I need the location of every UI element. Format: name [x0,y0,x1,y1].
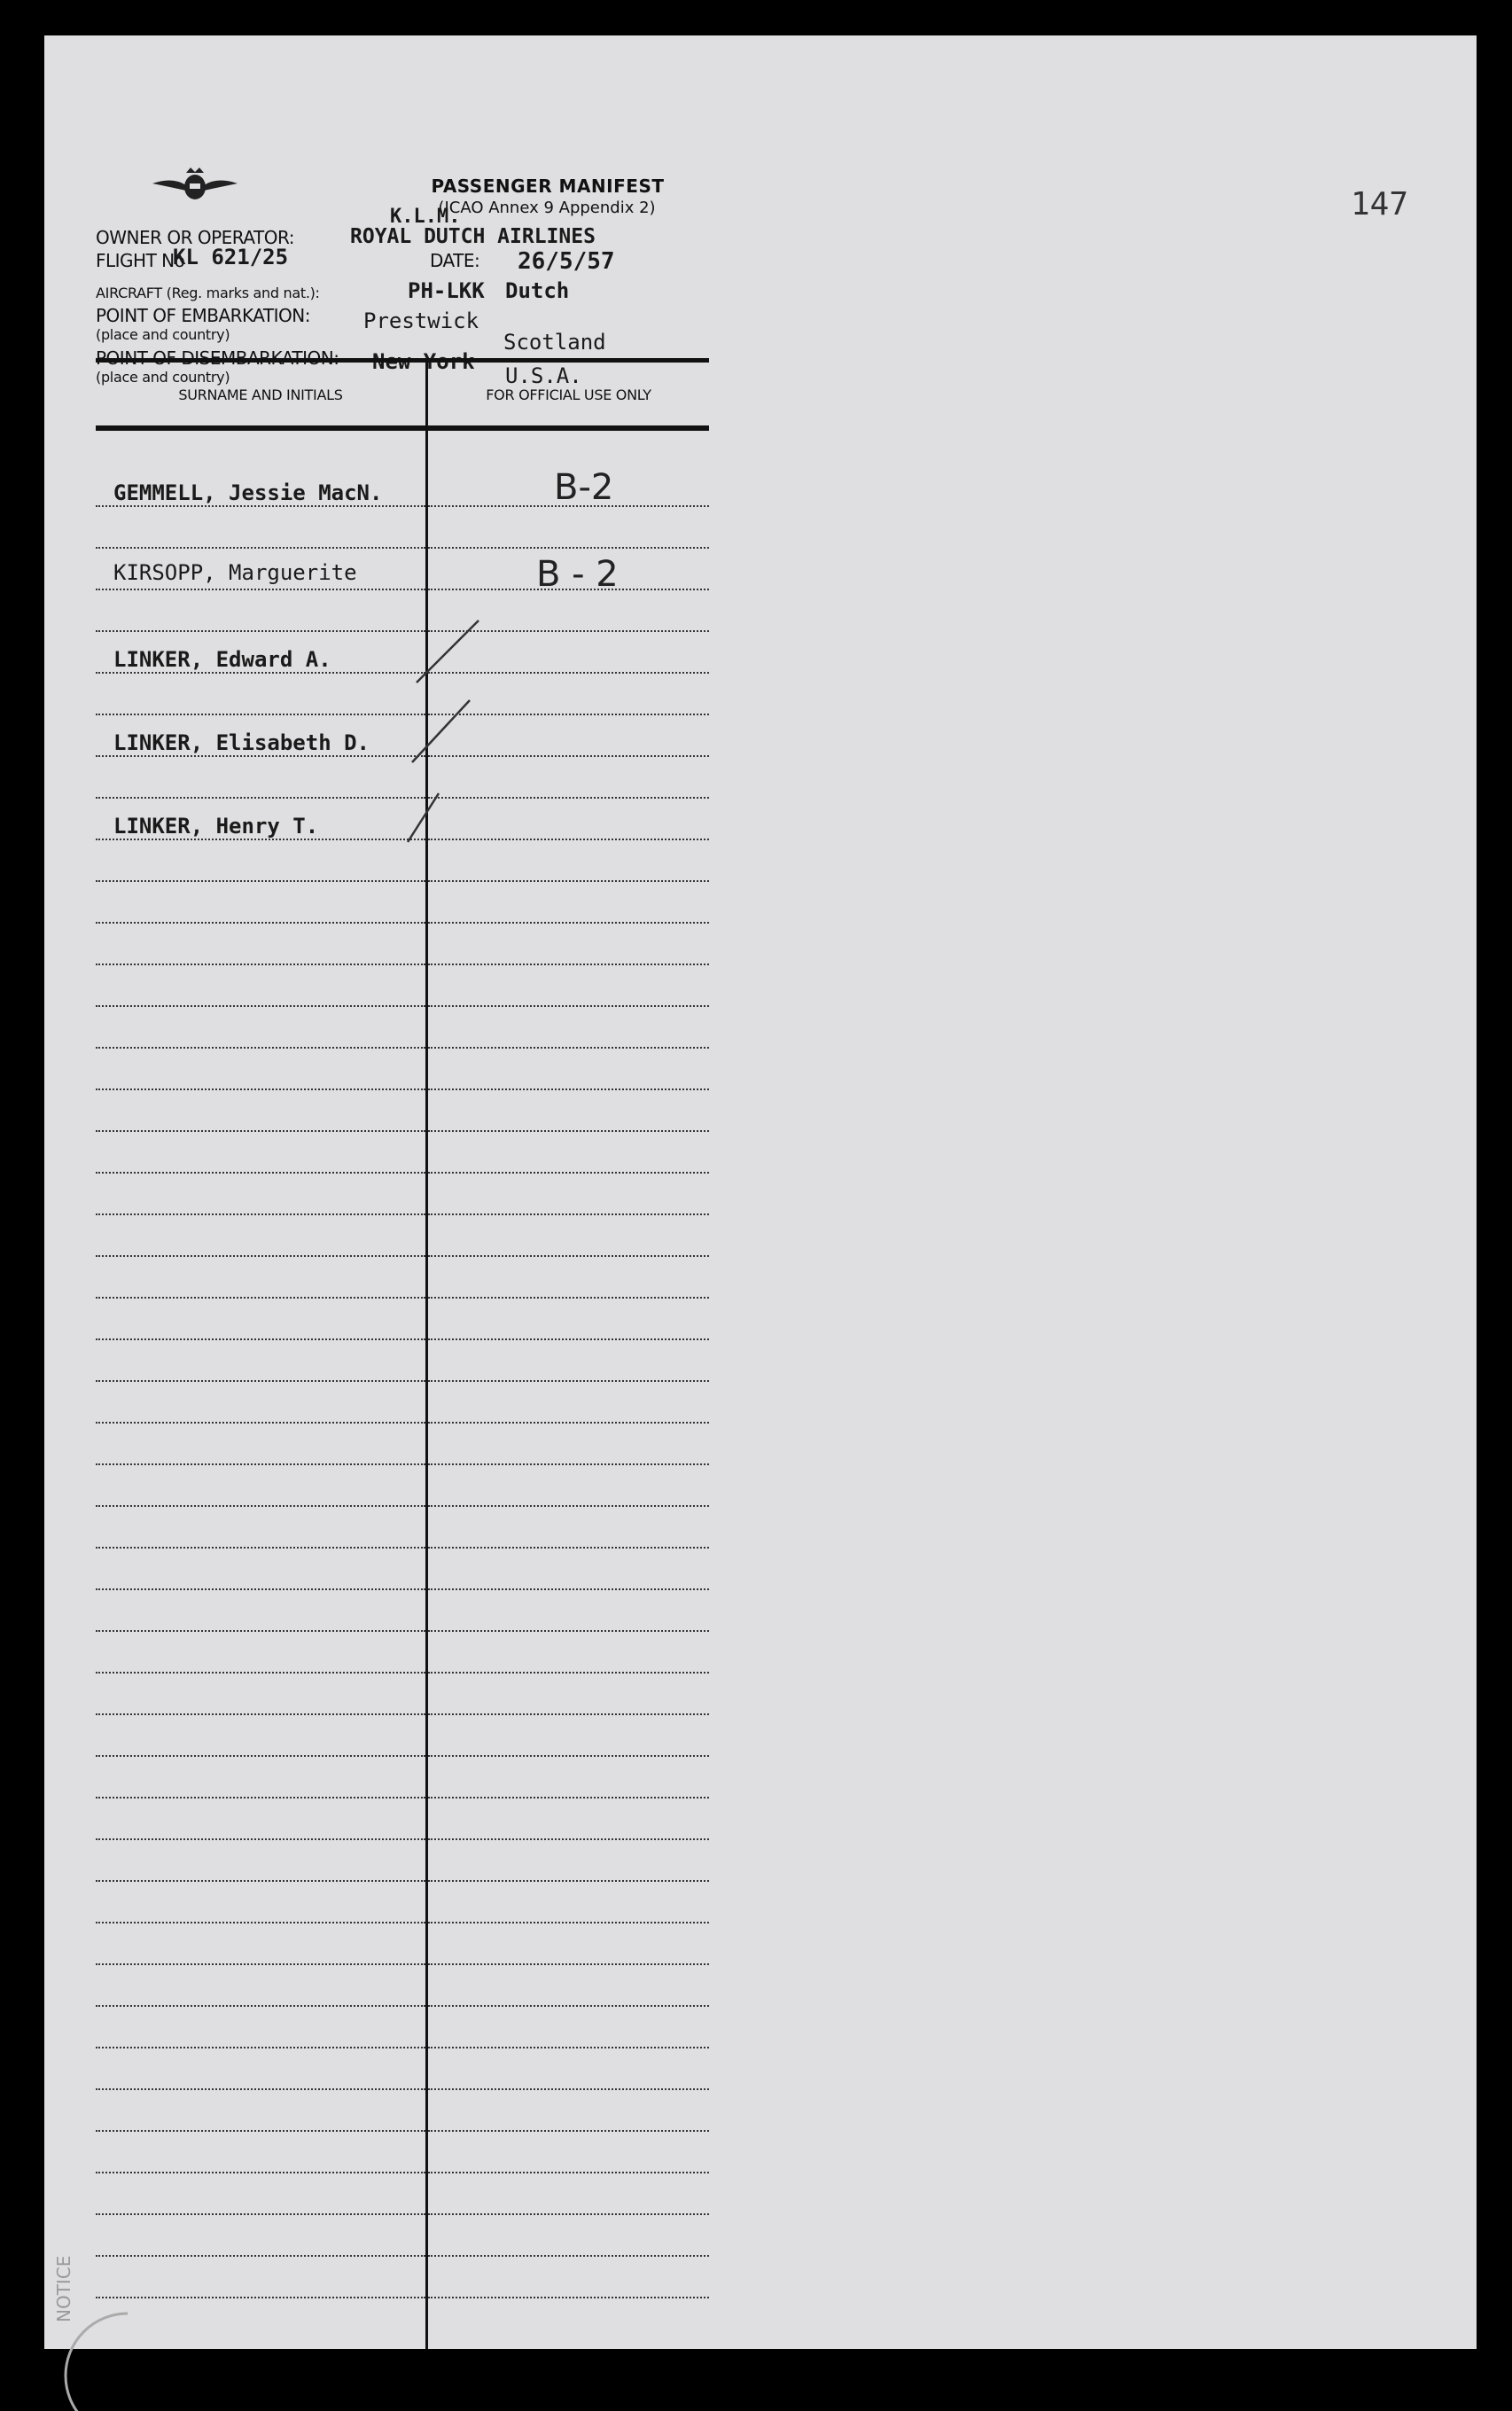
row-rule [428,1213,709,1215]
flight-date: 26/5/57 [518,248,615,275]
row-rule [428,1172,709,1174]
row-rule [96,2047,425,2048]
row-rule [96,1088,425,1090]
row-rule [428,1880,709,1882]
row-rule [428,2297,709,2298]
disembarkation-sub-label: (place and country) [96,369,230,386]
row-rule [428,1547,709,1549]
row-rule [96,547,425,549]
row-rule [428,1130,709,1132]
row-rule [96,1338,425,1340]
flight-label: FLIGHT No [96,250,185,271]
row-rule [428,2005,709,2007]
row-rule [428,1047,709,1049]
row-rule [428,1338,709,1340]
row-rule [428,1463,709,1465]
row-rule [428,1963,709,1965]
row-rule [96,964,425,965]
date-label: DATE: [430,250,480,271]
passenger-name-4: LINKER, Elisabeth D. [113,730,370,755]
aircraft-nationality: Dutch [505,278,570,303]
row-rule [428,1380,709,1382]
row-rule [96,1255,425,1257]
row-rule [96,1672,425,1674]
row-rule [428,1922,709,1923]
aircraft-reg: PH-LKK [408,278,485,303]
passenger-name-2: KIRSOPP, Marguerite [113,560,357,585]
row-rule [96,1005,425,1007]
form-subtitle: (ICAO Annex 9 Appendix 2) [438,199,656,217]
row-rule [96,1130,425,1132]
row-rule [428,1088,709,1090]
row-rule [428,922,709,924]
row-rule [96,1505,425,1507]
row-rule [96,922,425,924]
row-rule [96,1547,425,1549]
embarkation-sub-label: (place and country) [96,326,230,343]
row-rule [96,589,425,590]
row-rule [96,2297,425,2298]
notice-stamp-text: NOTICE [53,2255,74,2322]
disembark-country: U.S.A. [505,363,582,388]
operator-name: ROYAL DUTCH AIRLINES [350,225,596,248]
row-rule [428,880,709,882]
row-rule [428,2047,709,2048]
aircraft-label: AIRCRAFT (Reg. marks and nat.): [96,285,320,301]
row-rule [428,1838,709,1840]
row-rule [96,797,425,799]
row-rule [428,1005,709,1007]
row-rule [428,1255,709,1257]
flight-number: KL 621/25 [173,245,289,269]
row-rule [96,1963,425,1965]
row-rule [96,839,425,840]
row-rule [96,1047,425,1049]
row-rule [96,1213,425,1215]
row-rule [96,714,425,715]
row-rule [96,1755,425,1757]
passenger-name-1: GEMMELL, Jessie MacN. [113,480,383,505]
row-rule [96,1588,425,1590]
row-rule [96,1630,425,1632]
passenger-name-3: LINKER, Edward A. [113,647,331,672]
page-number: 147 [1351,186,1409,222]
row-rule [428,2172,709,2173]
surname-column-header: SURNAME AND INITIALS [178,386,343,403]
row-rule [96,1380,425,1382]
row-rule [428,2213,709,2215]
embarkation-label: POINT OF EMBARKATION: [96,305,310,326]
row-rule [428,1422,709,1424]
row-rule [96,1838,425,1840]
embark-country: Scotland [503,330,606,355]
passenger-official-2: B - 2 [536,554,619,595]
row-rule [96,2255,425,2257]
row-rule [96,755,425,757]
row-rule [428,2255,709,2257]
row-rule [428,1713,709,1715]
row-rule [428,1297,709,1299]
row-rule [428,2130,709,2132]
operator-abbr: K.L.M. [390,206,461,228]
row-rule [428,1588,709,1590]
passenger-name-5: LINKER, Henry T. [113,814,319,839]
official-column-header: FOR OFFICIAL USE ONLY [486,386,651,403]
row-rule [428,1505,709,1507]
row-rule [428,1630,709,1632]
row-rule [96,1880,425,1882]
row-rule [96,2088,425,2090]
row-rule [96,1172,425,1174]
header-top-rule [96,358,709,363]
klm-crown-wings-logo [151,164,239,208]
row-rule [96,672,425,674]
row-rule [428,547,709,549]
row-rule [96,880,425,882]
row-rule [96,1713,425,1715]
row-rule [96,1797,425,1798]
header-bottom-rule [96,425,709,431]
row-rule [428,1755,709,1757]
checkmark-strokes [381,567,558,869]
row-rule [96,2172,425,2173]
row-rule [428,2088,709,2090]
row-rule [428,964,709,965]
row-rule [96,1463,425,1465]
row-rule [428,1672,709,1674]
owner-label: OWNER OR OPERATOR: [96,227,294,248]
row-rule [96,2213,425,2215]
row-rule [96,2005,425,2007]
row-rule [96,630,425,632]
row-rule [428,1797,709,1798]
row-rule [96,1297,425,1299]
form-title: PASSENGER MANIFEST [431,176,665,197]
manifest-page [44,35,1477,2349]
row-rule [96,1922,425,1923]
embark-place: Prestwick [363,308,479,333]
row-rule [96,2130,425,2132]
row-rule [96,505,425,507]
passenger-official-1: B-2 [554,467,614,508]
row-rule [96,1422,425,1424]
